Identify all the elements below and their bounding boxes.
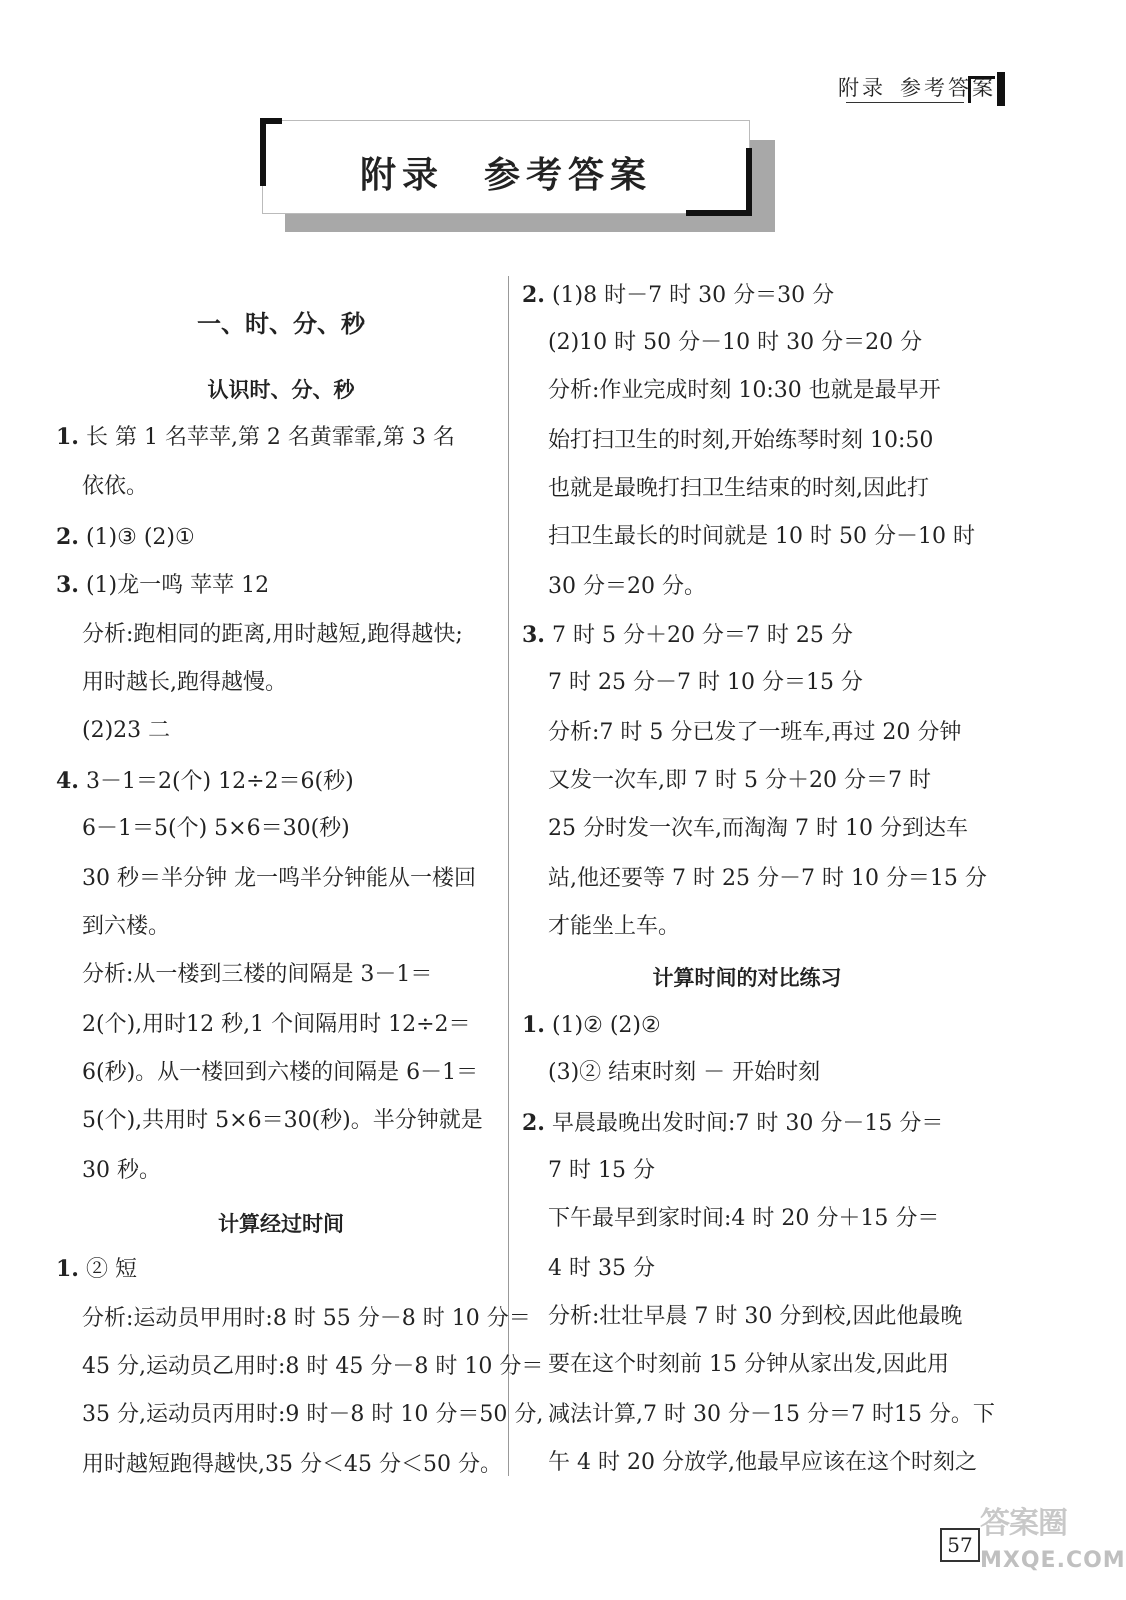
answer-text: 7 时 5 分＋20 分＝7 时 25 分 bbox=[551, 623, 853, 648]
answer-line: 要在这个时刻前 15 分钟从家出发,因此用 bbox=[548, 1352, 949, 1377]
item-number: 1. bbox=[56, 1256, 79, 1282]
answer-line: 分析:作业完成时刻 10:30 也就是最早开 bbox=[548, 378, 941, 403]
page-title-right: 参考答案 bbox=[484, 155, 653, 196]
answer-line: 午 4 时 20 分放学,他最早应该在这个时刻之 bbox=[548, 1450, 977, 1475]
answer-line bbox=[522, 1010, 661, 1041]
answer-text: 长 第 1 名苹苹,第 2 名黄霏霏,第 3 名 bbox=[85, 425, 455, 450]
answer-line: 减法计算,7 时 30 分－15 分＝7 时15 分。下 bbox=[548, 1402, 995, 1427]
page-number: 57 bbox=[940, 1528, 980, 1562]
answer-text: (1)龙一鸣 苹苹 12 bbox=[85, 573, 270, 598]
answer-line: 分析:跑相同的距离,用时越短,跑得越快; bbox=[82, 622, 463, 647]
answer-line: 用时越长,跑得越慢。 bbox=[82, 670, 287, 695]
answer-line: 才能坐上车。 bbox=[548, 914, 681, 939]
answer-text: (1)③ (2)① bbox=[85, 525, 195, 550]
title-box bbox=[262, 120, 750, 214]
answer-line: 7 时 15 分 bbox=[548, 1158, 655, 1183]
answer-line: 5(个),共用时 5×6＝30(秒)。半分钟就是 bbox=[82, 1108, 483, 1133]
answer-line: 6－1＝5(个) 5×6＝30(秒) bbox=[82, 816, 350, 841]
item-number: 1. bbox=[56, 424, 79, 450]
answer-line: 30 秒。 bbox=[82, 1158, 161, 1183]
answer-line: 又发一次车,即 7 时 5 分＋20 分＝7 时 bbox=[548, 768, 931, 793]
answer-line: (3)② 结束时刻 － 开始时刻 bbox=[548, 1060, 821, 1085]
answer-line: 下午最早到家时间:4 时 20 分＋15 分＝ bbox=[548, 1206, 940, 1231]
section-heading: 认识时、分、秒 bbox=[207, 378, 355, 402]
chapter-heading: 一、时、分、秒 bbox=[197, 310, 365, 338]
answer-line bbox=[522, 1108, 943, 1139]
column-divider bbox=[508, 276, 509, 1476]
answer-line: 扫卫生最长的时间就是 10 时 50 分－10 时 bbox=[548, 524, 975, 549]
answer-line: 分析:运动员甲用时:8 时 55 分－8 时 10 分＝ bbox=[82, 1306, 531, 1331]
running-header-section: 附录 bbox=[838, 76, 886, 100]
answer-line: (2)23 二 bbox=[82, 718, 171, 743]
answer-line: 也就是最晚打扫卫生结束的时刻,因此打 bbox=[548, 476, 929, 501]
answer-line bbox=[56, 422, 455, 453]
answer-line: 30 秒＝半分钟 龙一鸣半分钟能从一楼回 bbox=[82, 866, 476, 891]
item-number: 2. bbox=[56, 524, 79, 550]
item-number: 2. bbox=[522, 282, 545, 308]
answer-line: 45 分,运动员乙用时:8 时 45 分－8 时 10 分＝ bbox=[82, 1354, 544, 1379]
answer-line: 2(个),用时12 秒,1 个间隔用时 12÷2＝ bbox=[82, 1012, 471, 1037]
answer-line: 35 分,运动员丙用时:9 时－8 时 10 分＝50 分, bbox=[82, 1402, 544, 1427]
answer-line bbox=[56, 522, 195, 553]
answer-line: 分析:壮壮早晨 7 时 30 分到校,因此他最晚 bbox=[548, 1304, 963, 1329]
answer-text: (1)② (2)② bbox=[551, 1013, 661, 1038]
answer-line: 30 分＝20 分。 bbox=[548, 574, 706, 599]
item-number: 4. bbox=[56, 768, 79, 794]
answer-line: 25 分时发一次车,而淘淘 7 时 10 分到达车 bbox=[548, 816, 968, 841]
page-title-left: 附录 bbox=[359, 155, 444, 196]
running-header-title: 参考答案 bbox=[900, 76, 996, 100]
answer-line: 4 时 35 分 bbox=[548, 1256, 655, 1281]
answer-line: (2)10 时 50 分－10 时 30 分＝20 分 bbox=[548, 330, 923, 355]
page-title bbox=[263, 147, 749, 198]
header-rule bbox=[846, 102, 964, 103]
watermark-logo: 答案圈 bbox=[980, 1506, 1067, 1541]
item-number: 2. bbox=[522, 1110, 545, 1136]
answer-line: 始打扫卫生的时刻,开始练琴时刻 10:50 bbox=[548, 428, 934, 453]
answer-line: 分析:7 时 5 分已发了一班车,再过 20 分钟 bbox=[548, 720, 962, 745]
answer-text: 早晨最晚出发时间:7 时 30 分－15 分＝ bbox=[551, 1111, 944, 1136]
answer-text: ② 短 bbox=[85, 1257, 137, 1282]
section-heading: 计算经过时间 bbox=[218, 1212, 344, 1236]
header-bar bbox=[997, 72, 1005, 106]
answer-line: 6(秒)。从一楼回到六楼的间隔是 6－1＝ bbox=[82, 1060, 479, 1085]
answer-line bbox=[522, 280, 834, 311]
answer-text: 3－1＝2(个) 12÷2＝6(秒) bbox=[85, 769, 354, 794]
item-number: 3. bbox=[56, 572, 79, 598]
watermark-url: MXQE.COM bbox=[980, 1548, 1126, 1573]
corner-mark bbox=[968, 76, 995, 103]
answer-line bbox=[522, 620, 853, 651]
item-number: 1. bbox=[522, 1012, 545, 1038]
item-number: 3. bbox=[522, 622, 545, 648]
answer-line bbox=[56, 1254, 137, 1285]
answer-line: 依依。 bbox=[82, 474, 149, 499]
answer-line bbox=[56, 766, 354, 797]
answer-text: (1)8 时－7 时 30 分＝30 分 bbox=[551, 283, 835, 308]
answer-line: 站,他还要等 7 时 25 分－7 时 10 分＝15 分 bbox=[548, 866, 987, 891]
section-heading: 计算时间的对比练习 bbox=[652, 966, 842, 990]
answer-line: 分析:从一楼到三楼的间隔是 3－1＝ bbox=[82, 962, 433, 987]
answer-line: 用时越短跑得越快,35 分＜45 分＜50 分。 bbox=[82, 1452, 502, 1477]
answer-line: 到六楼。 bbox=[82, 914, 171, 939]
answer-line: 7 时 25 分－7 时 10 分＝15 分 bbox=[548, 670, 863, 695]
answer-line bbox=[56, 570, 269, 601]
